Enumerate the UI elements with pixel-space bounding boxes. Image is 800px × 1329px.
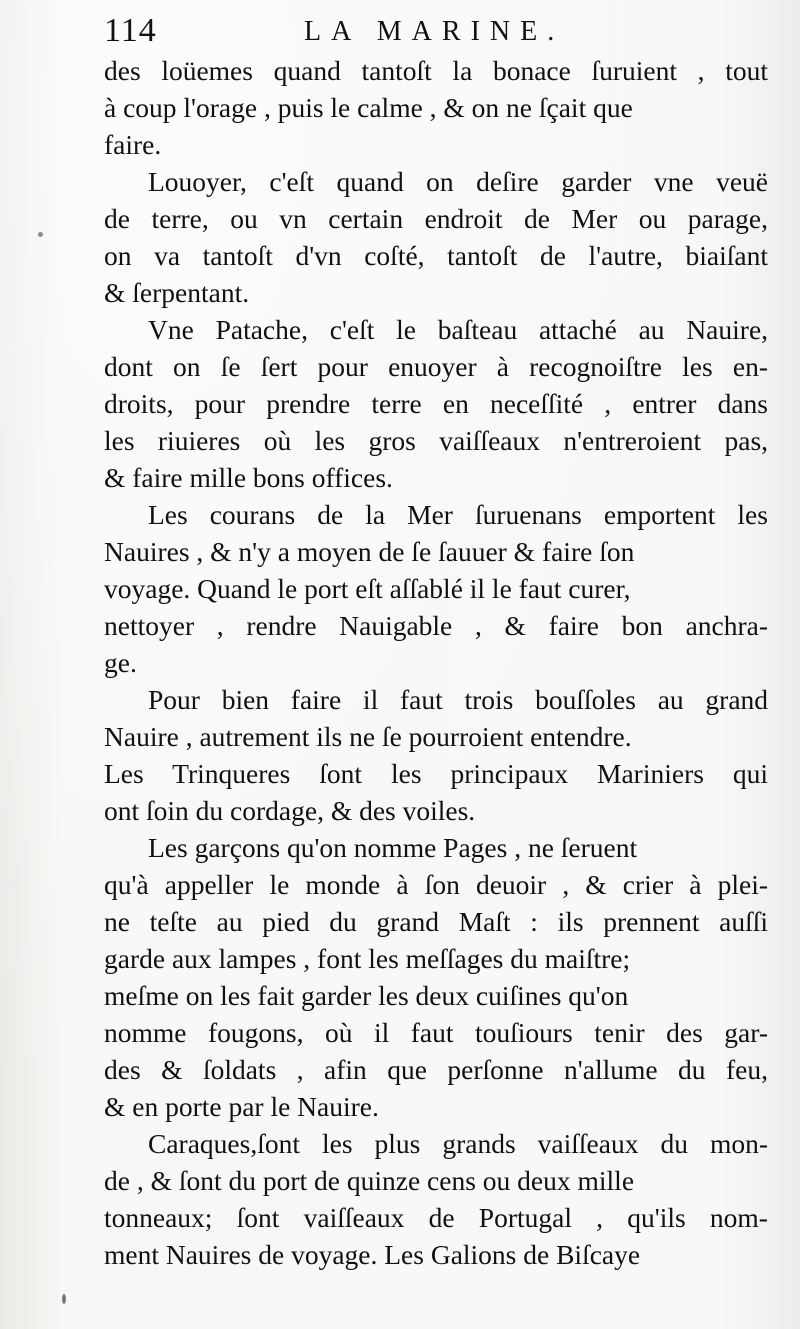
page-header [104, 12, 764, 56]
text-line: des loüemes quand tantoſt la bonace ſuruient , tout [104, 55, 768, 86]
text-line: Vne Patache, c'eſt le baſteau attaché au Nauire, [148, 314, 768, 345]
text-line: voyage. Quand le port eſt aſſablé il le faut curer, [104, 573, 631, 604]
text-line: qu'à appeller le monde à ſon deuoir , & crier à plei- [104, 869, 768, 900]
text-line: dont on ſe ſert pour enuoyer à recognoiſtre les en- [104, 351, 768, 382]
text-line: meſme on les fait garder les deux cuiſines qu'on [104, 980, 629, 1011]
text-line: garde aux lampes , font les meſſages du maiſtre; [104, 943, 631, 974]
text-line: & en porte par le Nauire. [104, 1091, 379, 1122]
text-line: Nauire , autrement ils ne ſe pourroient entendre. [104, 721, 632, 752]
text-line: & faire mille bons offices. [104, 462, 393, 493]
text-line: nettoyer , rendre Nauigable , & faire bon anchra- [104, 610, 768, 641]
text-line: faire. [104, 129, 162, 160]
text-line: des & ſoldats , afin que perſonne n'allume du feu, [104, 1054, 768, 1085]
text-line: ge. [104, 647, 137, 678]
text-line: nomme fougons, où il faut touſiours tenir des gar- [104, 1017, 768, 1048]
text-line: de terre, ou vn certain endroit de Mer ou parage, [104, 203, 768, 234]
text-line: Les courans de la Mer ſuruenans emportent les [148, 499, 768, 530]
text-line: Louoyer, c'eſt quand on deſire garder vne veuë [148, 166, 768, 197]
text-line: Les garçons qu'on nomme Pages , ne ſeruent [148, 832, 638, 863]
text-line: ment Nauires de voyage. Les Galions de Biſcaye [104, 1239, 641, 1270]
text-line: de , & ſont du port de quinze cens ou deux mille [104, 1165, 635, 1196]
text-line: ne teſte au pied du grand Maſt : ils prennent auſſi [104, 906, 768, 937]
text-line: Pour bien faire il faut trois bouſſoles au grand [148, 684, 768, 715]
page-number: 114 [104, 12, 157, 49]
text-line: tonneaux; ſont vaiſſeaux de Portugal , qu'ils nom- [104, 1202, 768, 1233]
body-text [104, 52, 768, 1273]
text-line: Nauires , & n'y a moyen de ſe ſauuer & faire ſon [104, 536, 635, 567]
text-line: & ſerpentant. [104, 277, 250, 308]
text-line: droits, pour prendre terre en neceſſité , entrer dans [104, 388, 768, 419]
ink-speck [62, 1294, 66, 1304]
text-line: Les Trinqueres ſont les principaux Mariniers qui [104, 758, 768, 789]
running-title: LA MARINE. [304, 16, 565, 47]
text-line: à coup l'orage , puis le calme , & on ne ſçait que [104, 92, 633, 123]
text-line: ont ſoin du cordage, & des voiles. [104, 795, 476, 826]
ink-speck [38, 232, 43, 237]
text-line: Caraques,ſont les plus grands vaiſſeaux du mon- [148, 1128, 768, 1159]
text-line: on va tantoſt d'vn coſté, tantoſt de l'autre, biaiſant [104, 240, 768, 271]
text-line: les riuieres où les gros vaiſſeaux n'entreroient pas, [104, 425, 768, 456]
